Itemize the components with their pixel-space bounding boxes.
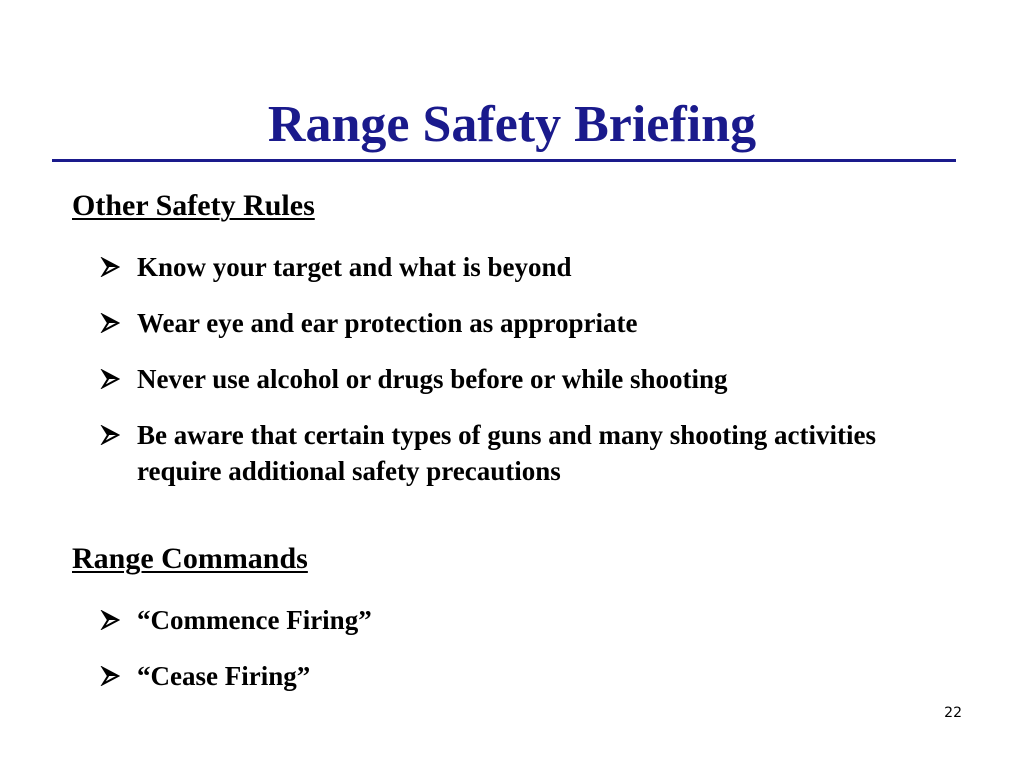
arrowhead-bullet-icon xyxy=(100,417,122,453)
bullet-text: “Commence Firing” xyxy=(137,605,372,635)
list-item xyxy=(100,361,940,397)
title-divider xyxy=(52,159,956,162)
arrowhead-bullet-icon xyxy=(100,602,122,638)
page-number: 22 xyxy=(944,705,962,721)
list-item xyxy=(100,658,940,694)
arrowhead-bullet-icon xyxy=(100,305,122,341)
arrowhead-bullet-icon xyxy=(100,361,122,397)
section-heading-range-commands: Range Commands xyxy=(72,542,308,575)
bullet-text: Never use alcohol or drugs before or while shooting xyxy=(137,364,728,394)
bullet-text: Know your target and what is beyond xyxy=(137,252,572,282)
bullet-text: “Cease Firing” xyxy=(137,661,311,691)
bullet-text: Wear eye and ear protection as appropriate xyxy=(137,308,638,338)
slide-title: Range Safety Briefing xyxy=(267,96,757,153)
list-item xyxy=(100,602,940,638)
list-item xyxy=(100,417,940,489)
arrowhead-bullet-icon xyxy=(100,658,122,694)
list-item xyxy=(100,305,940,341)
bullet-list-range-commands xyxy=(100,602,940,694)
bullet-list-other-safety-rules xyxy=(100,249,940,489)
bullet-text: Be aware that certain types of guns and many shooting activities require additional safety precautions xyxy=(137,420,876,486)
list-item xyxy=(100,249,940,285)
arrowhead-bullet-icon xyxy=(100,249,122,285)
section-heading-other-safety-rules: Other Safety Rules xyxy=(72,189,315,222)
